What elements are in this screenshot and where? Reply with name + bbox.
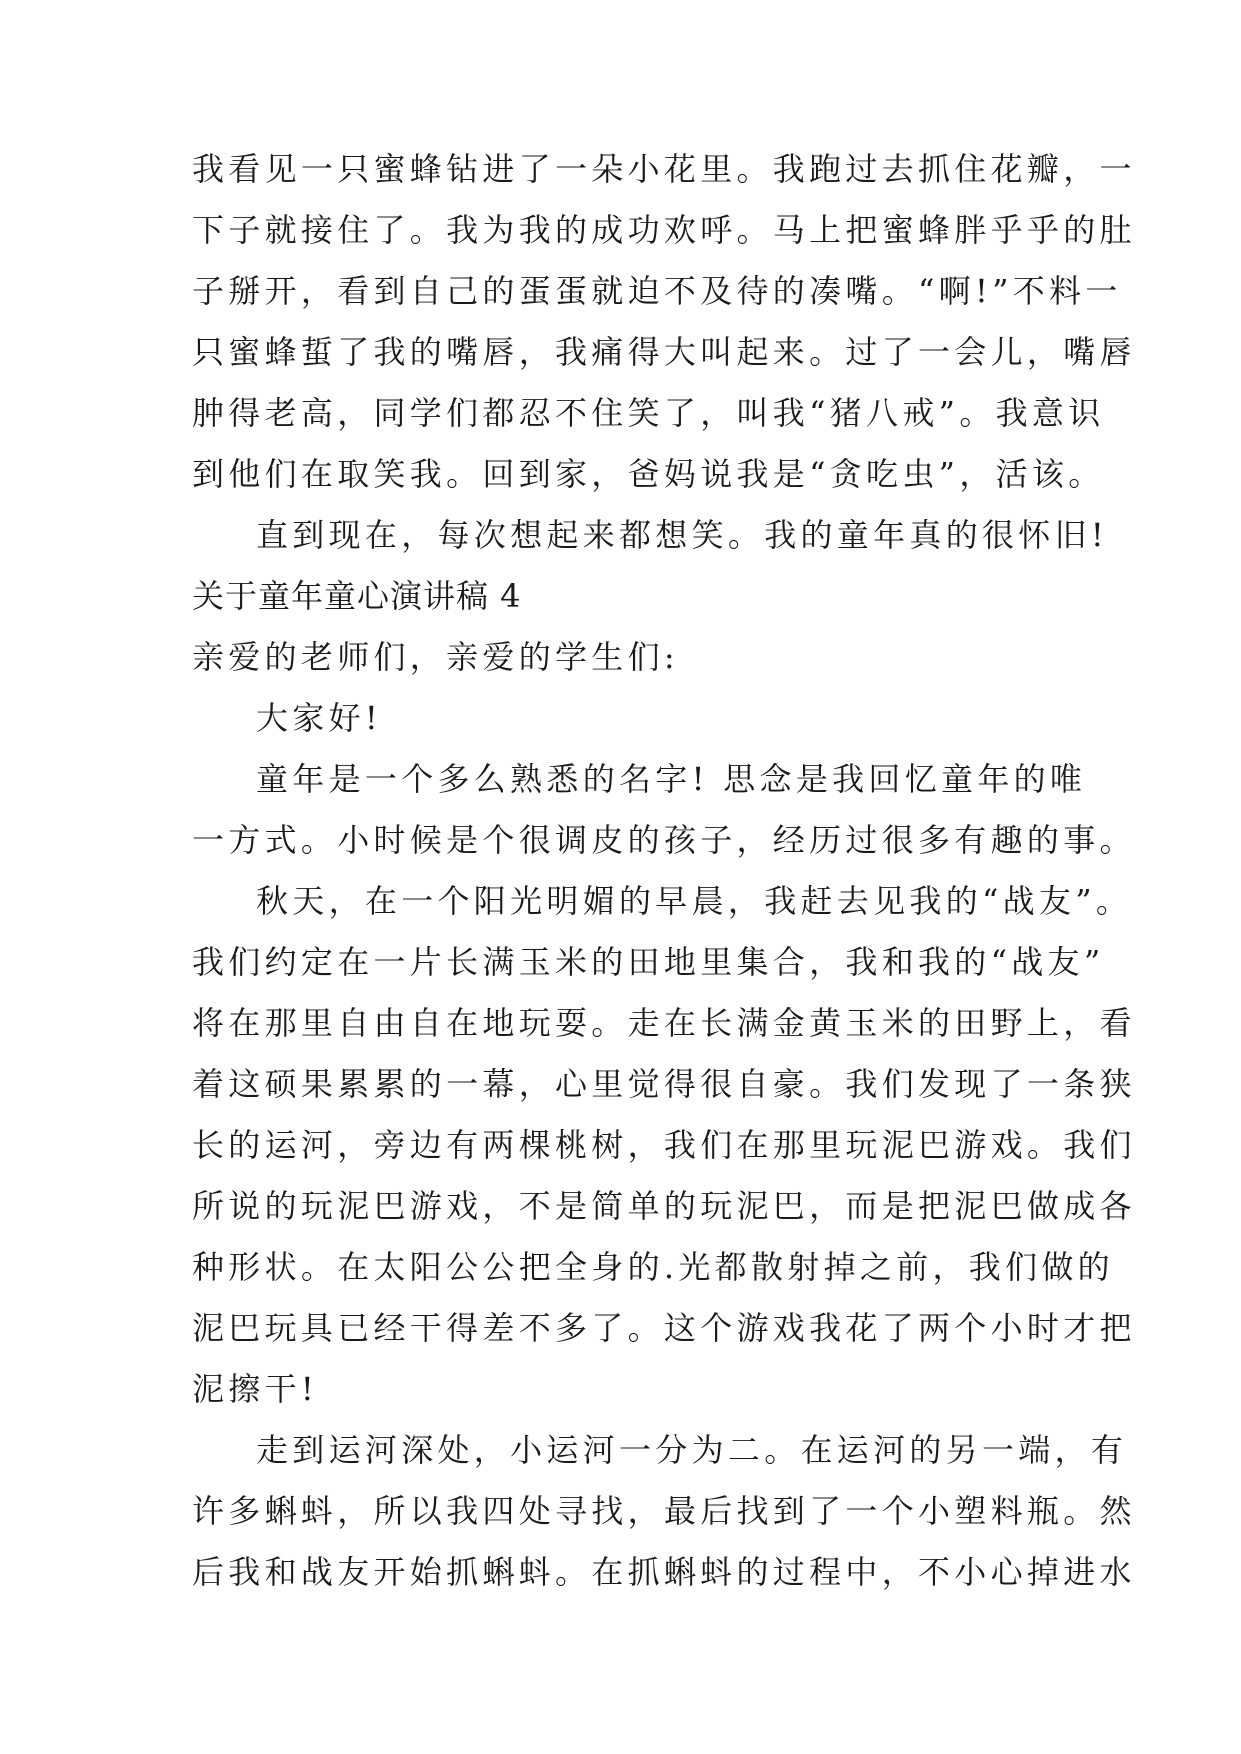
document-body [192, 139, 1136, 1603]
text-line: 将在那里自由自在地玩耍。走在长满金黄玉米的田野上，看 [192, 1004, 1136, 1042]
paragraph-start-line: 童年是一个多么熟悉的名字! 思念是我回忆童年的唯 [256, 760, 1087, 798]
text-line: 许多蝌蚪，所以我四处寻找，最后找到了一个小塑料瓶。然 [192, 1492, 1136, 1530]
text-line: 一方式。小时候是个很调皮的孩子，经历过很多有趣的事。 [192, 821, 1136, 859]
section-title: 关于童年童心演讲稿 4 [192, 577, 522, 615]
text-line: 泥擦干! [192, 1370, 319, 1408]
text-line: 着这硕果累累的一幕，心里觉得很自豪。我们发现了一条狭 [192, 1065, 1136, 1103]
text-line: 只蜜蜂蜇了我的嘴唇，我痛得大叫起来。过了一会儿，嘴唇 [192, 333, 1136, 371]
paragraph-start-line: 走到运河深处，小运河一分为二。在运河的另一端，有 [256, 1431, 1128, 1469]
paragraph-start-line: 秋天，在一个阳光明媚的早晨，我赶去见我的“战友”。 [256, 882, 1133, 920]
text-line: 所说的玩泥巴游戏，不是简单的玩泥巴，而是把泥巴做成各 [192, 1187, 1136, 1225]
text-line: 后我和战友开始抓蝌蚪。在抓蝌蚪的过程中，不小心掉进水 [192, 1553, 1136, 1591]
text-line: 下子就接住了。我为我的成功欢呼。马上把蜜蜂胖乎乎的肚 [192, 211, 1136, 249]
text-line: 长的运河，旁边有两棵桃树，我们在那里玩泥巴游戏。我们 [192, 1126, 1136, 1164]
text-line: 肿得老高，同学们都忍不住笑了，叫我“猪八戒”。我意识 [192, 394, 1105, 432]
text-line: 我们约定在一片长满玉米的田地里集合，我和我的“战友” [192, 943, 1105, 981]
text-line: 泥巴玩具已经干得差不多了。这个游戏我花了两个小时才把 [192, 1309, 1136, 1347]
text-line: 我看见一只蜜蜂钻进了一朵小花里。我跑过去抓住花瓣，一 [192, 150, 1136, 188]
text-line: 到他们在取笑我。回到家，爸妈说我是“贪吃虫”，活该。 [192, 455, 1105, 493]
greeting: 大家好! [256, 699, 383, 737]
text-line: 种形状。在太阳公公把全身的.光都散射掉之前，我们做的 [192, 1248, 1114, 1286]
paragraph-start-line: 直到现在，每次想起来都想笑。我的童年真的很怀旧! [256, 516, 1109, 554]
text-line: 子掰开，看到自己的蛋蛋就迫不及待的凑嘴。“啊!”不料一 [192, 272, 1122, 310]
salutation: 亲爱的老师们，亲爱的学生们: [192, 638, 679, 676]
